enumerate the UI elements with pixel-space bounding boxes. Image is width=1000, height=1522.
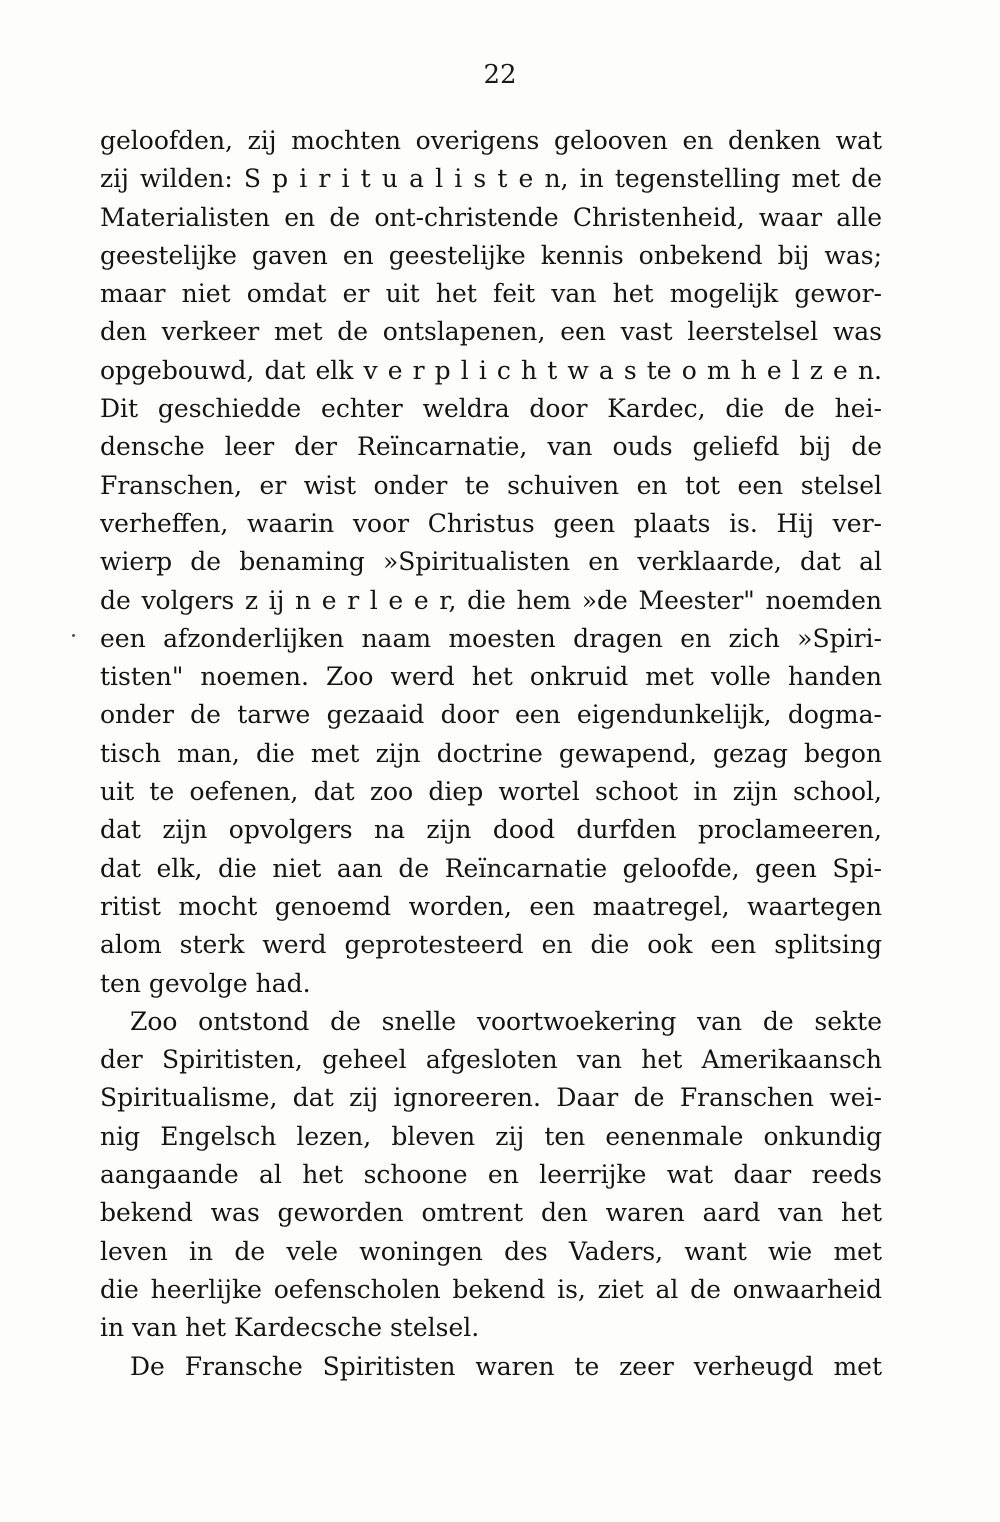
text-line: ritist mocht genoemd worden, een maatregel, waartegen bbox=[100, 891, 882, 921]
text-line: in van het Kardecsche stelsel. bbox=[100, 1313, 480, 1343]
text-line: opgebouwd, dat elk v e r p l i c h t w a s te o m h e l z e n. bbox=[100, 355, 882, 385]
text-line: de volgers z ij n e r l e e r, die hem »de Meester" noemden bbox=[100, 585, 882, 615]
text-line: geloofden, zij mochten overigens gelooven en denken wat bbox=[100, 126, 882, 155]
text-line: tisten" noemen. Zoo werd het onkruid met volle handen bbox=[100, 662, 882, 692]
text-line: die heerlijke oefenscholen bekend is, ziet al de onwaarheid bbox=[100, 1274, 882, 1304]
text-line: Franschen, er wist onder te schuiven en tot een stelsel bbox=[100, 470, 882, 500]
text-line: maar niet omdat er uit het feit van het mogelijk gewor- bbox=[100, 279, 882, 309]
text-line: zij wilden: S p i r i t u a l i s t e n, in tegenstelling met de bbox=[100, 164, 882, 194]
text-line: leven in de vele woningen des Vaders, want wie met bbox=[100, 1236, 882, 1266]
text-line: dat elk, die niet aan de Reïncarnatie geloofde, geen Spi- bbox=[100, 853, 882, 883]
margin-mark bbox=[72, 634, 75, 637]
text-line: den verkeer met de ontslapenen, een vast leerstelsel was bbox=[100, 317, 882, 347]
text-line: Materialisten en de ont-christende Christenheid, waar alle bbox=[100, 202, 882, 232]
text-line: der Spiritisten, geheel afgesloten van het Amerikaansch bbox=[100, 1045, 882, 1075]
text-line: wierp de benaming »Spiritualisten en verklaarde, dat al bbox=[100, 547, 882, 577]
page-number: 22 bbox=[483, 60, 517, 90]
text-line: nig Engelsch lezen, bleven zij ten eenenmale onkundig bbox=[100, 1121, 882, 1151]
text-line: Spiritualisme, dat zij ignoreeren. Daar de Franschen wei- bbox=[100, 1083, 882, 1113]
text-line: De Fransche Spiritisten waren te zeer verheugd met bbox=[130, 1351, 882, 1381]
text-line: ten gevolge had. bbox=[100, 968, 311, 998]
text-line: geestelijke gaven en geestelijke kennis onbekend bij was; bbox=[100, 240, 882, 270]
text-line: densche leer der Reïncarnatie, van ouds geliefd bij de bbox=[100, 432, 882, 462]
text-line: dat zijn opvolgers na zijn dood durfden proclameeren, bbox=[100, 815, 882, 845]
text-line: aangaande al het schoone en leerrijke wat daar reeds bbox=[100, 1160, 882, 1190]
text-line: onder de tarwe gezaaid door een eigendunkelijk, dogma- bbox=[100, 700, 882, 730]
text-line: bekend was geworden omtrent den waren aard van het bbox=[100, 1198, 882, 1228]
text-line: Zoo ontstond de snelle voortwoekering van de sekte bbox=[130, 1006, 882, 1036]
body-text bbox=[100, 122, 882, 1386]
text-line: Dit geschiedde echter weldra door Kardec, die de hei- bbox=[100, 394, 882, 424]
text-line: alom sterk werd geprotesteerd en die ook een splitsing bbox=[100, 930, 882, 960]
text-line: een afzonderlijken naam moesten dragen en zich »Spiri- bbox=[100, 623, 882, 653]
text-line: verheffen, waarin voor Christus geen plaats is. Hij ver- bbox=[100, 508, 882, 538]
text-line: tisch man, die met zijn doctrine gewapend, gezag begon bbox=[100, 738, 882, 768]
text-line: uit te oefenen, dat zoo diep wortel schoot in zijn school, bbox=[100, 777, 882, 807]
